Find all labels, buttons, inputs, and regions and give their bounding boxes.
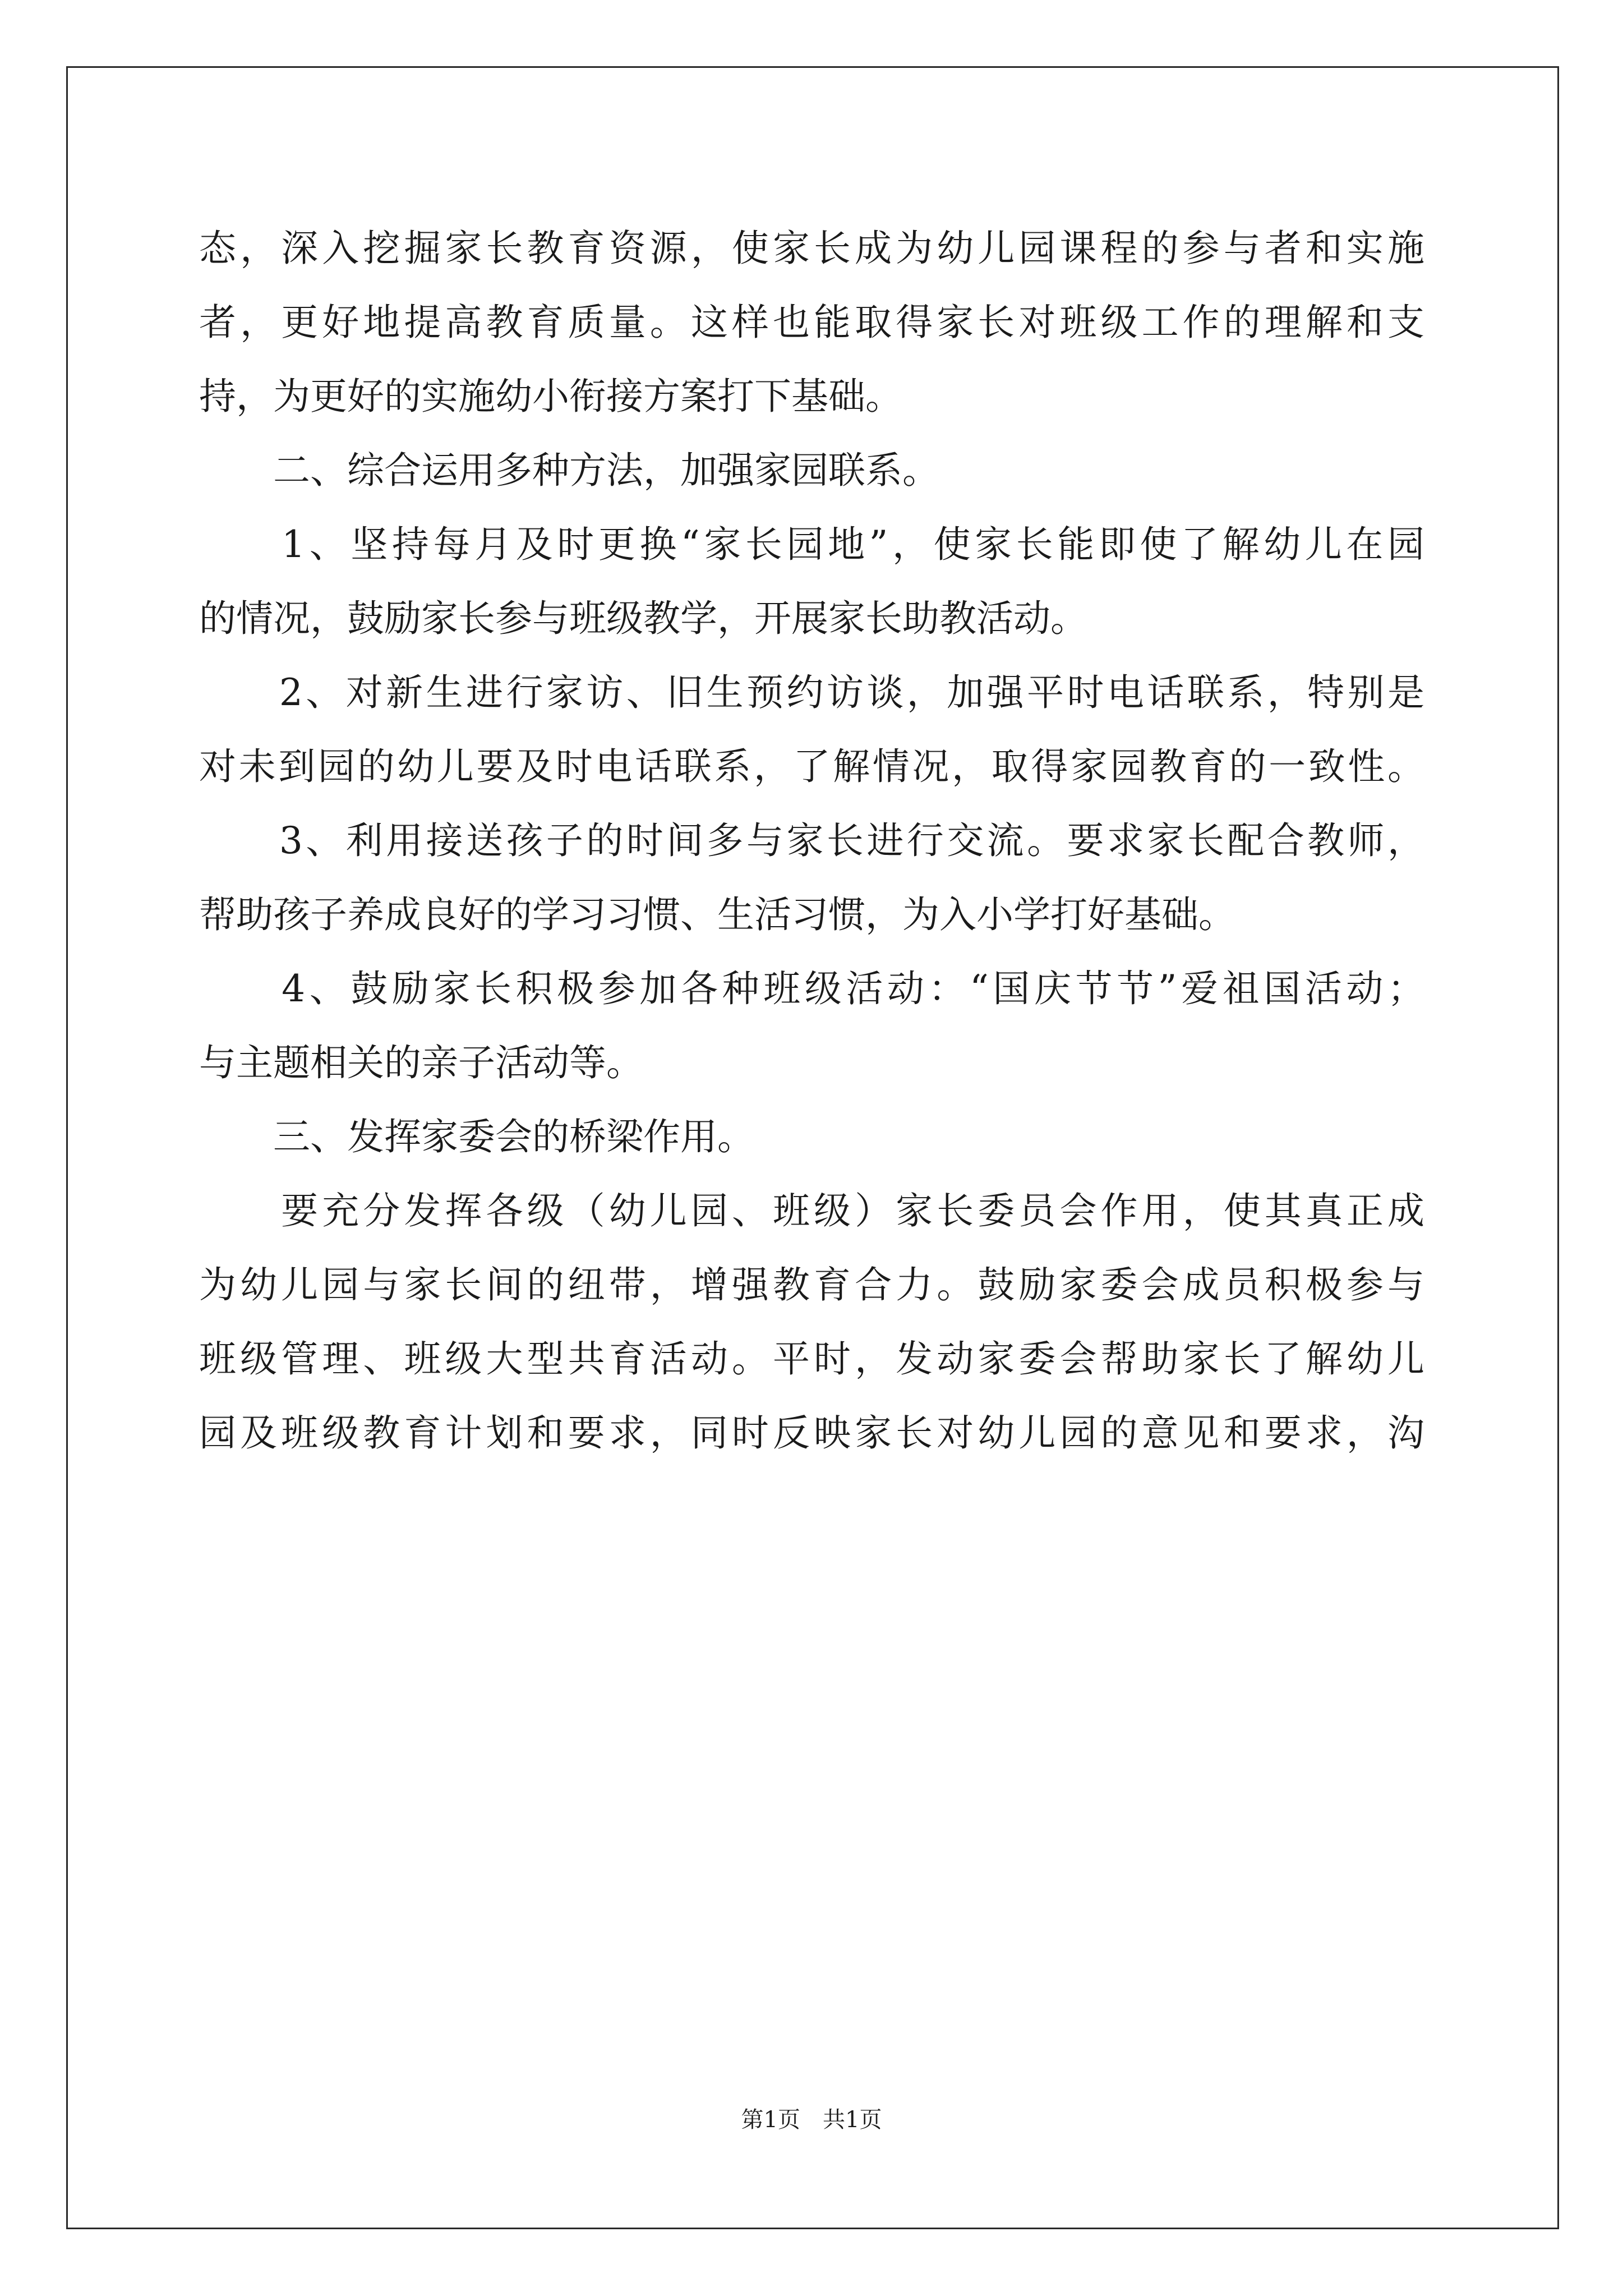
- body-line: 要充分发挥各级（幼儿园、班级）家长委员会作用，使其真正成: [199, 1189, 1424, 1232]
- body-line: 2、对新生进行家访、旧生预约访谈，加强平时电话联系，特别是: [199, 671, 1424, 714]
- body-line: 持，为更好的实施幼小衔接方案打下基础。: [199, 375, 902, 418]
- body-line: 4、鼓励家长积极参加各种班级活动：“国庆节节”爱祖国活动；: [199, 967, 1424, 1010]
- body-line: 为幼儿园与家长间的纽带，增强教育合力。鼓励家委会成员积极参与: [199, 1263, 1424, 1306]
- body-line: 态，深入挖掘家长教育资源，使家长成为幼儿园课程的参与者和实施: [199, 227, 1424, 270]
- body-line: 与主题相关的亲子活动等。: [199, 1041, 643, 1084]
- section-heading: 三、发挥家委会的桥梁作用。: [199, 1115, 754, 1158]
- body-line: 3、利用接送孩子的时间多与家长进行交流。要求家长配合教师，: [199, 819, 1424, 862]
- body-line: 帮助孩子养成良好的学习习惯、生活习惯，为入小学打好基础。: [199, 893, 1235, 936]
- body-line: 园及班级教育计划和要求，同时反映家长对幼儿园的意见和要求，沟: [199, 1411, 1424, 1455]
- body-line: 的情况，鼓励家长参与班级教学，开展家长助教活动。: [199, 597, 1087, 640]
- body-line: 者，更好地提高教育质量。这样也能取得家长对班级工作的理解和支: [199, 301, 1424, 344]
- body-line: 班级管理、班级大型共育活动。平时，发动家委会帮助家长了解幼儿: [199, 1337, 1424, 1381]
- body-line: 对未到园的幼儿要及时电话联系，了解情况，取得家园教育的一致性。: [199, 745, 1424, 788]
- section-heading: 二、综合运用多种方法，加强家园联系。: [199, 449, 939, 492]
- page-footer: 第1页 共1页: [741, 2107, 882, 2133]
- body-line: 1、坚持每月及时更换“家长园地”，使家长能即使了解幼儿在园: [199, 523, 1424, 566]
